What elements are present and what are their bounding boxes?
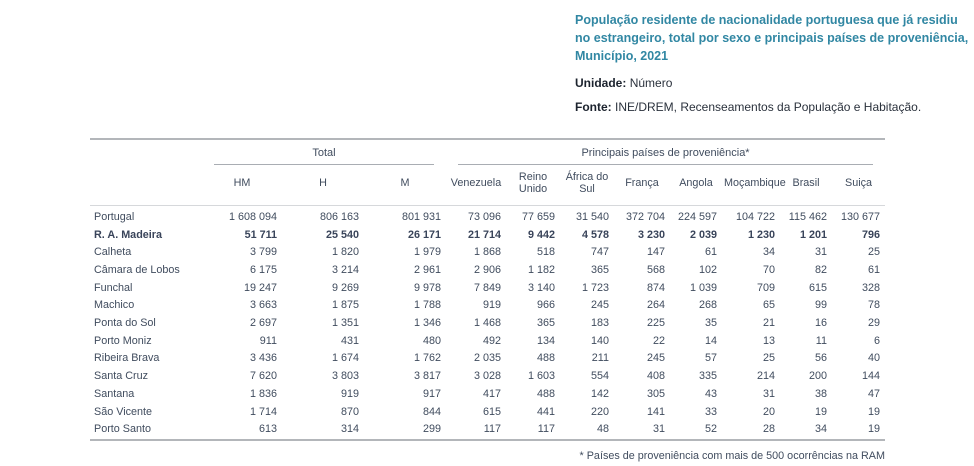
cell-value: 35 [704,317,717,330]
column-header: Brasil [780,165,832,205]
table-row [90,421,885,440]
cell-value: 19 [868,423,881,436]
cell-value: 9 269 [331,281,359,294]
cell-value: 102 [698,263,717,276]
cell-value: 142 [590,387,609,400]
cell-value: 1 788 [413,299,441,312]
table-row [90,404,885,422]
table-footnote: * Países de proveniência com mais de 500 ocorrências na RAM [579,449,885,462]
cell-value: 147 [646,246,665,259]
cell-value: 19 [814,405,827,418]
cell-value: 1 346 [413,317,441,330]
cell-value: 709 [756,281,775,294]
cell-value: 1 979 [413,246,441,259]
table-row [90,333,885,351]
table-row [90,280,885,298]
cell-value: 34 [762,246,775,259]
row-label: R. A. Madeira [94,228,162,241]
cell-value: 299 [422,423,441,436]
cell-value: 25 540 [325,228,359,241]
table-row [90,205,885,226]
cell-value: 33 [704,405,717,418]
cell-value: 365 [590,263,609,276]
cell-value: 1 836 [249,387,277,400]
row-label: Funchal [94,281,133,294]
cell-value: 224 597 [677,210,717,223]
table-row [90,350,885,368]
column-header: Reino Unido [506,165,560,205]
table-section [90,138,885,462]
column-header: M [364,165,446,205]
cell-value: 615 [808,281,827,294]
cell-value: 372 704 [625,210,665,223]
row-label: Porto Santo [94,423,152,436]
cell-value: 3 230 [637,228,665,241]
cell-value: 966 [536,299,555,312]
column-header: Moçambique [722,165,780,205]
cell-value: 73 096 [467,210,501,223]
cell-value: 1 674 [331,352,359,365]
unit-line [575,76,973,92]
cell-value: 2 039 [689,228,717,241]
cell-value: 31 540 [575,210,609,223]
cell-value: 1 608 094 [228,210,277,223]
cell-value: 214 [756,370,775,383]
cell-value: 115 462 [788,210,827,223]
cell-value: 211 [591,352,609,365]
cell-value: 200 [808,370,827,383]
cell-value: 917 [422,387,441,400]
cell-value: 911 [259,334,277,347]
cell-value: 919 [482,299,501,312]
cell-value: 11 [815,334,827,347]
cell-value: 1 714 [249,405,277,418]
cell-value: 1 603 [527,370,555,383]
cell-value: 3 799 [249,246,277,259]
cell-value: 554 [590,370,609,383]
cell-value: 130 677 [841,210,881,223]
cell-value: 9 978 [413,281,441,294]
cell-value: 1 351 [331,317,359,330]
table-row [90,262,885,280]
population-table [90,138,885,441]
cell-value: 25 [762,352,775,365]
cell-value: 104 722 [735,210,775,223]
cell-value: 21 714 [467,228,501,241]
cell-value: 20 [762,405,775,418]
cell-value: 117 [483,423,501,436]
column-header: Venezuela [446,165,506,205]
cell-value: 61 [868,263,881,276]
cell-value: 1 723 [581,281,609,294]
row-label: Santa Cruz [94,370,149,383]
table-body [90,205,885,440]
cell-value: 245 [590,299,609,312]
cell-value: 31 [814,246,827,259]
cell-value: 38 [814,387,827,400]
cell-value: 568 [646,263,665,276]
cell-value: 2 906 [473,263,501,276]
cell-value: 141 [646,405,665,418]
row-label: Ponta do Sol [94,317,156,330]
cell-value: 77 659 [521,210,555,223]
cell-value: 1 182 [527,263,555,276]
cell-value: 22 [652,334,665,347]
cell-value: 1 820 [331,246,359,259]
cell-value: 1 039 [689,281,717,294]
column-group-header [202,139,446,165]
figure-header [575,12,973,123]
cell-value: 28 [762,423,775,436]
row-label: Machico [94,299,135,312]
cell-value: 1 875 [331,299,359,312]
cell-value: 21 [762,317,775,330]
cell-value: 3 803 [331,370,359,383]
cell-value: 9 442 [527,228,555,241]
cell-value: 13 [762,334,775,347]
cell-value: 61 [704,246,717,259]
cell-value: 6 [874,334,881,347]
row-label: São Vicente [94,405,153,418]
cell-value: 225 [646,317,665,330]
cell-value: 919 [340,387,359,400]
cell-value: 480 [422,334,441,347]
row-label-header [90,165,202,205]
cell-value: 78 [868,299,881,312]
source-value: INE/DREM, Recenseamentos da População e Habitação. [615,99,922,114]
cell-value: 31 [762,387,775,400]
cell-value: 2 035 [473,352,501,365]
cell-value: 1 468 [473,317,501,330]
cell-value: 417 [482,387,501,400]
column-header: H [282,165,364,205]
cell-value: 3 140 [527,281,555,294]
cell-value: 264 [646,299,665,312]
table-row [90,368,885,386]
cell-value: 1 230 [747,228,775,241]
table-row [90,386,885,404]
source-line [575,100,973,116]
cell-value: 615 [482,405,501,418]
table-row [90,315,885,333]
cell-value: 19 247 [243,281,277,294]
cell-value: 43 [704,387,717,400]
cell-value: 57 [704,352,717,365]
cell-value: 65 [762,299,775,312]
cell-value: 268 [698,299,717,312]
row-label: Santana [94,387,135,400]
cell-value: 34 [814,423,827,436]
cell-value: 48 [596,423,609,436]
column-group-header [446,139,885,165]
cell-value: 29 [868,317,881,330]
cell-value: 365 [536,317,555,330]
cell-value: 3 214 [331,263,359,276]
cell-value: 82 [814,263,827,276]
cell-value: 52 [704,423,717,436]
cell-value: 518 [536,246,555,259]
row-label: Portugal [94,210,135,223]
cell-value: 874 [646,281,665,294]
cell-value: 220 [590,405,609,418]
cell-value: 47 [868,387,881,400]
unit-value: Número [629,76,673,91]
cell-value: 806 163 [319,210,359,223]
cell-value: 183 [590,317,609,330]
cell-value: 844 [422,405,441,418]
cell-value: 747 [590,246,609,259]
cell-value: 144 [862,370,881,383]
cell-value: 335 [698,370,717,383]
column-group-label: Principais países de proveniência* [458,146,873,165]
cell-value: 2 961 [413,263,441,276]
cell-value: 441 [536,405,555,418]
cell-value: 140 [590,334,609,347]
column-group-label: Total [214,146,434,165]
cell-value: 1 762 [413,352,441,365]
cell-value: 3 028 [473,370,501,383]
cell-value: 25 [868,246,881,259]
cell-value: 3 663 [249,299,277,312]
cell-value: 31 [652,423,665,436]
cell-value: 488 [536,352,555,365]
cell-value: 431 [340,334,359,347]
cell-value: 492 [482,334,501,347]
cell-value: 14 [704,334,717,347]
row-label: Câmara de Lobos [94,263,180,276]
table-row [90,244,885,262]
column-header: África do Sul [560,165,614,205]
cell-value: 613 [258,423,277,436]
cell-value: 56 [814,352,827,365]
cell-value: 328 [862,281,881,294]
cell-value: 2 697 [249,317,277,330]
cell-value: 314 [340,423,359,436]
cell-value: 70 [762,263,775,276]
cell-value: 801 931 [401,210,441,223]
cell-value: 40 [868,352,881,365]
source-label: Fonte: [575,99,612,114]
column-header: Angola [670,165,722,205]
cell-value: 1 201 [799,228,827,241]
cell-value: 4 578 [581,228,609,241]
column-header: Suiça [832,165,885,205]
row-label: Porto Moniz [94,334,152,347]
cell-value: 408 [646,370,665,383]
cell-value: 3 817 [413,370,441,383]
cell-value: 51 711 [244,228,277,241]
cell-value: 99 [814,299,827,312]
cell-value: 26 171 [407,228,441,241]
cell-value: 796 [862,228,881,241]
cell-value: 3 436 [249,352,277,365]
unit-label: Unidade: [575,76,627,91]
cell-value: 1 868 [473,246,501,259]
cell-value: 134 [536,334,555,347]
cell-value: 117 [537,423,555,436]
table-head [90,139,885,205]
cell-value: 305 [646,387,665,400]
row-label: Calheta [94,246,132,259]
cell-value: 7 620 [249,370,277,383]
cell-value: 6 175 [249,263,277,276]
row-label: Ribeira Brava [94,352,160,365]
corner-cell [90,139,202,165]
table-row [90,227,885,245]
column-header-row [90,165,885,205]
cell-value: 7 849 [473,281,501,294]
cell-value: 245 [646,352,665,365]
table-row [90,297,885,315]
column-header: França [614,165,670,205]
cell-value: 16 [814,317,827,330]
cell-value: 488 [536,387,555,400]
cell-value: 870 [340,405,359,418]
column-group-row [90,139,885,165]
figure-title: População residente de nacionalidade portuguesa que já residiu no estrangeiro, total por sexo e principais países de proveniência, Município, 2021 [575,13,969,63]
column-header: HM [202,165,282,205]
cell-value: 19 [868,405,881,418]
